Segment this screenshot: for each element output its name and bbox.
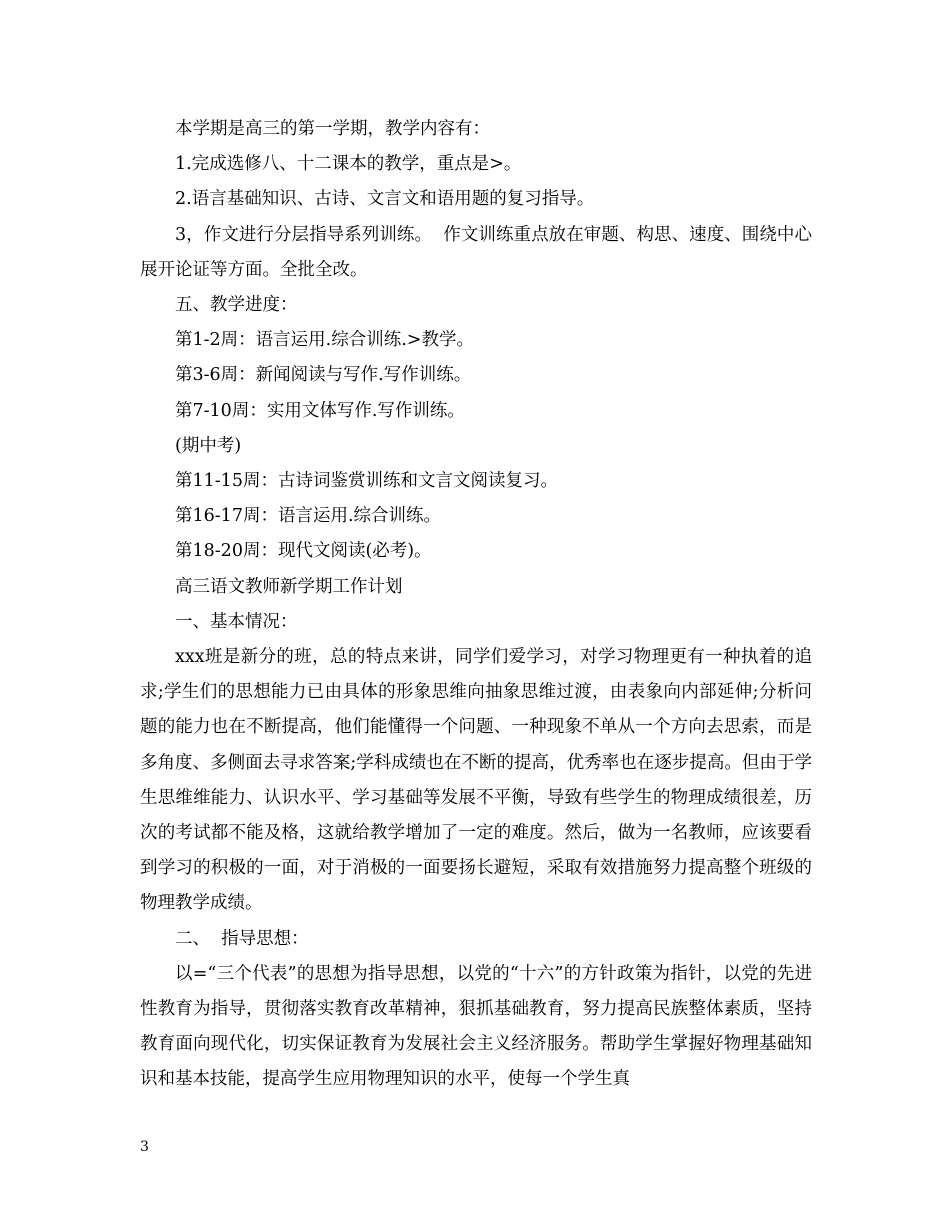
section-heading: 二、 指导思想：: [175, 928, 309, 949]
paragraph: 2.语言基础知识、古诗、文言文和语用题的复习指导。: [175, 189, 595, 210]
schedule-item: (期中考): [175, 435, 242, 456]
schedule-item: 第3-6周：新闻阅读与写作.写作训练。: [175, 365, 472, 386]
paragraph: 以=“三个代表”的思想为指导思想，以党的“十六”的方针政策为指针，以党的先进性教育为指导，贯彻落实教育改革精神，狠抓基础教育，努力提高民族整体素质，坚持教育面向现代化，切实保证教育为发展社会主义经济服务。帮助学生掌握好物理基础知识和基本技能，提高学生应用物理知识的水平，使每一个学生真: [140, 963, 812, 1090]
paragraph: xxx班是新分的班，总的特点来讲，同学们爱学习，对学习物理更有一种执着的追求;学生们的思想能力已由具体的形象思维向抽象思维过渡，由表象向内部延伸;分析问题的能力也在不断提高，他们能懂得一个问题、一种现象不单从一个方向去思索，而是多角度、多侧面去寻求答案;学科成绩也在不断的提高，优秀率也在逐步提高。但由于学生思维维能力、认识水平、学习基础等发展不平衡，导致有些学生的物理成绩很差，历次的考试都不能及格，这就给教学增加了一定的难度。然后，做为一名教师，应该要看到学习的积极的一面，对于消极的一面要扬长避短，采取有效措施努力提高整个班级的物理教学成绩。: [140, 647, 812, 914]
schedule-item: 第7-10周：实用文体写作.写作训练。: [175, 400, 465, 421]
paragraph: 3，作文进行分层指导系列训练。 作文训练重点放在审题、构思、速度、围绕中心展开论证等方面。全批全改。: [140, 224, 812, 280]
schedule-item: 第16-17周：语言运用.综合训练。: [175, 506, 442, 527]
paragraph: 本学期是高三的第一学期，教学内容有：: [175, 119, 490, 139]
document-body: [140, 112, 812, 1098]
section-heading: 一、基本情况：: [175, 611, 298, 632]
paragraph: 1.完成选修八、十二课本的教学，重点是>。: [175, 154, 522, 175]
section-heading: 五、教学进度：: [175, 295, 298, 316]
schedule-item: 第1-2周：语言运用.综合训练.>教学。: [175, 330, 474, 351]
document-subtitle: 高三语文教师新学期工作计划: [175, 576, 403, 597]
page-number: 3: [140, 1139, 149, 1155]
schedule-item: 第11-15周：古诗词鉴赏训练和文言文阅读复习。: [175, 471, 558, 492]
schedule-item: 第18-20周：现代文阅读(必考)。: [175, 541, 432, 562]
